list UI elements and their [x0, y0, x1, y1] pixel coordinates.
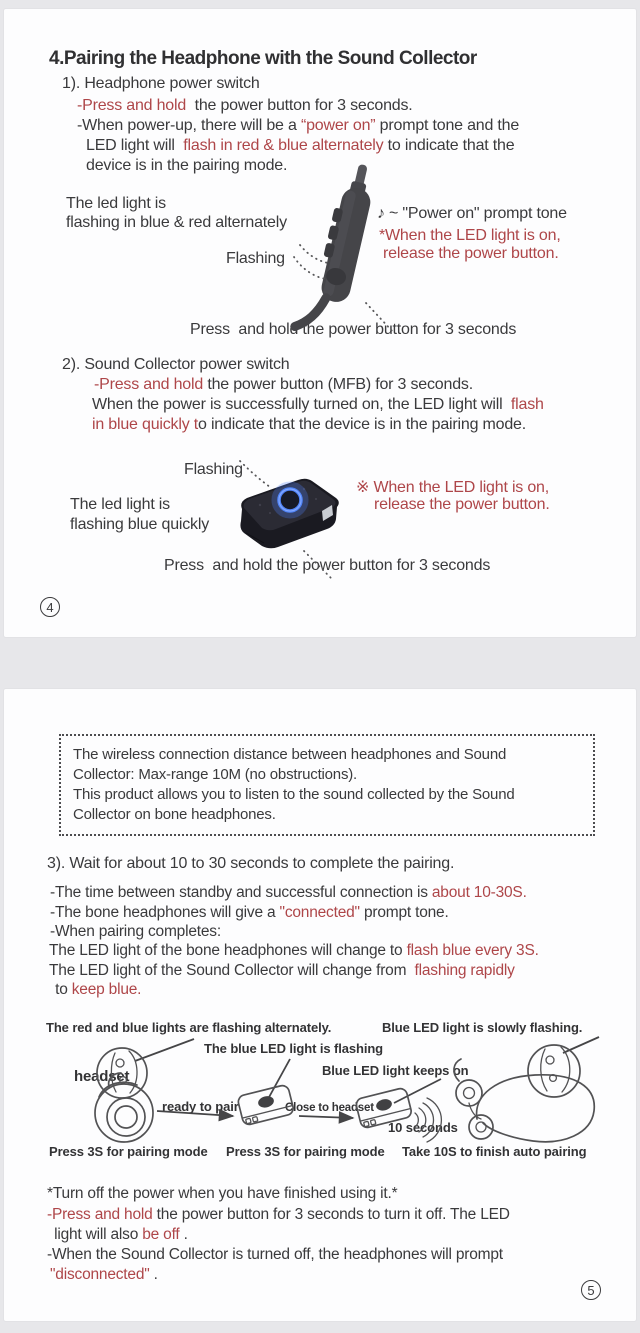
step2-line-press-hold: -Press and hold the power button (MFB) for 3 seconds. [94, 376, 473, 393]
pointer-line [563, 1037, 599, 1053]
red-text: -Press and hold [94, 376, 204, 393]
step3-line-connected: -The bone headphones will give a "connected" prompt tone. [50, 904, 449, 921]
fig2-release-line-1: ※ When the LED light is on, [356, 479, 549, 496]
fig1-led-label-1: The led light is [66, 195, 166, 212]
step3-line-time: -The time between standby and successful connection is about 10-30S. [50, 884, 527, 901]
step3-heading: 3). Wait for about 10 to 30 seconds to complete the pairing. [47, 855, 455, 872]
arrow-ready-to-pair [157, 1111, 233, 1116]
diagram-caption-2: Press 3S for pairing mode [226, 1144, 385, 1159]
diagram-label-keeps-on: Blue LED light keeps on [322, 1063, 469, 1078]
diagram-label-slow-flash: Blue LED light is slowly flashing. [382, 1020, 583, 1035]
step1-line-device: device is in the pairing mode. [86, 157, 288, 174]
off-line-press-hold: -Press and hold the power button for 3 seconds to turn it off. The LED [47, 1206, 510, 1223]
step1-heading: 1). Headphone power switch [62, 75, 260, 92]
manual-page-4 [3, 8, 637, 638]
note-line: Collector: Max-range 10M (no obstructions). [73, 766, 358, 783]
headphone-remote-illustration [280, 161, 430, 341]
step3-line-collector-led: The LED light of the Sound Collector will change from flashing rapidly [49, 962, 515, 979]
headset-led-detail-right [528, 1045, 580, 1097]
off-line-turn-off: *Turn off the power when you have finished using it.* [47, 1185, 398, 1202]
note-line: This product allows you to listen to the sound collected by the Sound [73, 786, 515, 803]
collector-drawing-2 [355, 1087, 413, 1129]
diagram-label-headset: headset [74, 1068, 130, 1085]
fig2-flashing-label: Flashing [184, 461, 243, 478]
fig1-release-line-2: release the power button. [383, 245, 559, 262]
diagram-label-alt-flash: The red and blue lights are flashing alternately. [46, 1020, 332, 1035]
section-title: 4.Pairing the Headphone with the Sound Collector [49, 48, 477, 69]
signal-waves-icon [415, 1098, 441, 1142]
caption-dotted-pointer [304, 551, 332, 579]
pointer-line [135, 1039, 194, 1061]
red-text: flash blue every 3S. [406, 942, 539, 959]
note-line: The wireless connection distance between headphones and Sound [73, 746, 507, 763]
off-line-collector-off: -When the Sound Collector is turned off, the headphones will prompt [47, 1246, 503, 1263]
page-number-4: 4 [40, 597, 60, 617]
fig2-release-line-2: release the power button. [374, 496, 550, 513]
red-text: -Press and hold [77, 97, 187, 114]
red-text: about 10-30S. [431, 884, 527, 901]
page-number-5: 5 [581, 1280, 601, 1300]
step1-line-press-hold: -Press and hold the power button for 3 seconds. [77, 97, 413, 114]
diagram-caption-1: Press 3S for pairing mode [49, 1144, 208, 1159]
step2-heading: 2). Sound Collector power switch [62, 356, 290, 373]
step1-line-led: LED light will flash in red & blue alternately to indicate that the [86, 137, 515, 154]
remote-body [295, 161, 379, 337]
fig1-flashing-label: Flashing [226, 250, 285, 267]
pointer-line [268, 1059, 290, 1099]
off-line-be-off: light will also be off . [50, 1226, 188, 1243]
red-text: "disconnected" [50, 1266, 150, 1283]
arrow-close-to-headset [299, 1116, 353, 1118]
red-text: "connected" [279, 904, 360, 921]
red-text: flashing rapidly [410, 962, 515, 979]
red-text: be off [142, 1226, 180, 1243]
off-line-disconnected: "disconnected" . [50, 1266, 158, 1283]
fig2-caption: Press and hold the power button for 3 seconds [164, 557, 491, 574]
red-text: -Press and hold [47, 1206, 153, 1223]
red-text: flash in red & blue alternately [179, 137, 384, 154]
step3-line-keep-blue: to keep blue. [51, 981, 142, 998]
wireless-note-box [59, 734, 595, 836]
red-text: in blue quickly t [92, 416, 198, 433]
diagram-label-close: Close to headset [285, 1102, 374, 1114]
red-text: “power on” [300, 117, 376, 134]
step2-line-blue-quickly: in blue quickly to indicate that the device is in the pairing mode. [92, 416, 526, 433]
red-text: flash [506, 396, 544, 413]
fig1-prompt-tone: ♪ ~ "Power on" prompt tone [377, 205, 567, 222]
step1-line-power-up: -When power-up, there will be a “power on” prompt tone and the [77, 117, 520, 134]
fig1-caption: Press and hold the power button for 3 seconds [190, 321, 517, 338]
collector-drawing-1 [237, 1084, 295, 1126]
blue-led-ring [275, 485, 305, 515]
note-line: Collector on bone headphones. [73, 806, 276, 823]
diagram-caption-3: Take 10S to finish auto pairing [402, 1144, 587, 1159]
pointer-line [394, 1079, 441, 1103]
pairing-flow-diagram [39, 1031, 609, 1153]
diagram-label-blue-flash: The blue LED light is flashing [204, 1041, 384, 1056]
red-text: keep blue. [71, 981, 142, 998]
diagram-label-ten-seconds: 10 seconds [388, 1120, 458, 1135]
sound-collector-illustration [212, 453, 392, 583]
flashing-dotted-pointer [240, 461, 270, 487]
caption-dotted-pointer [366, 303, 394, 333]
fig2-led-label-2: flashing blue quickly [70, 516, 209, 533]
step3-line-completes: -When pairing completes: [50, 923, 221, 940]
diagram-label-ready: ready to pair [162, 1099, 239, 1114]
fig1-led-label-2: flashing in blue & red alternately [66, 214, 287, 231]
step2-line-power-on: When the power is successfully turned on, the LED light will flash [92, 396, 544, 413]
bone-headphone-drawing [454, 1059, 594, 1142]
fig2-led-label-1: The led light is [70, 496, 170, 513]
step3-line-bone-led: The LED light of the bone headphones will change to flash blue every 3S. [49, 942, 539, 959]
manual-page-5 [3, 688, 637, 1322]
fig1-release-line-1: *When the LED light is on, [379, 227, 561, 244]
flashing-dotted-pointer [300, 245, 328, 263]
